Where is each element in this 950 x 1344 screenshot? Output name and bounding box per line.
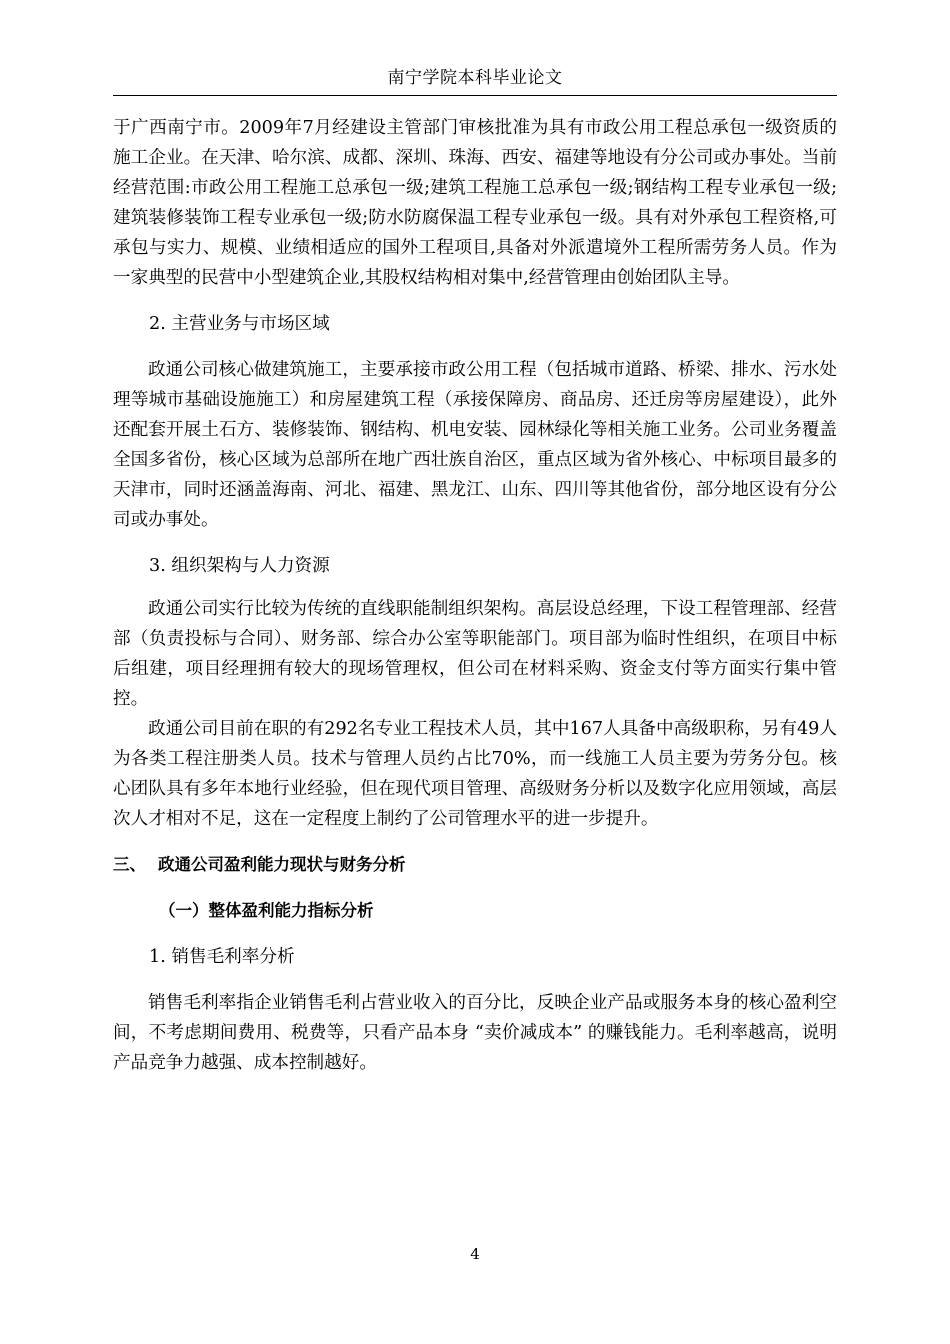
section-title: 政通公司盈利能力现状与财务分析 — [158, 855, 406, 874]
subheading-gross-margin: 1. 销售毛利率分析 — [149, 947, 295, 967]
paragraph-organization: 政通公司实行比较为传统的直线职能制组织架构。高层设总经理，下设工程管理部、经营部（负责投标与合同）、财务部、综合办公室等职能部门。项目部为临时性组织，在项目中标后组建，项目经理拥有较大的现场管理权，但公司在材料采购、资金支付等方面实行集中管控。 — [113, 599, 837, 709]
paragraph-business: 政通公司核心做建筑施工，主要承接市政公用工程（包括城市道路、桥梁、排水、污水处理等城市基础设施施工）和房屋建筑工程（承接保障房、商品房、还迁房等房屋建设），此外还配套开展土石方、装修装饰、钢结构、机电安装、园林绿化等相关施工业务。公司业务覆盖全国多省份，核心区域为总部所在地广西壮族自治区，重点区域为省外核心、中标项目最多的天津市，同时还涵盖海南、河北、福建、黑龙江、山东、四川等其他省份，部分地区设有分公司或办事处。 — [113, 360, 837, 530]
subheading-business-and-markets: 2. 主营业务与市场区域 — [149, 314, 330, 334]
subheading-organization: 3. 组织架构与人力资源 — [149, 556, 330, 576]
document-body — [113, 113, 837, 1078]
page-header: 南宁学院本科毕业论文 — [113, 62, 837, 96]
paragraph-gross-margin: 销售毛利率指企业销售毛利占营业收入的百分比，反映企业产品或服务本身的核心盈利空间，不考虑期间费用、税费等，只看产品本身 “卖价减成本” 的赚钱能力。毛利率越高，说明产品竞争力越强、成本控制越好。 — [113, 993, 837, 1073]
subsection-heading-1: （一）整体盈利能力指标分析 — [159, 901, 374, 920]
paragraph-human-resources: 政通公司目前在职的有292名专业工程技术人员，其中167人具备中高级职称，另有49人为各类工程注册类人员。技术与管理人员约占比70%，而一线施工人员主要为劳务分包。核心团队具有多年本地行业经验，但在现代项目管理、高级财务分析以及数字化应用领域，高层次人才相对不足，这在一定程度上制约了公司管理水平的进一步提升。 — [113, 719, 837, 829]
page-number: 4 — [470, 1245, 480, 1263]
paragraph-company-intro: 于广西南宁市。2009年7月经建设主管部门审核批准为具有市政公用工程总承包一级资质的施工企业。在天津、哈尔滨、成都、深圳、珠海、西安、福建等地设有分公司或办事处。当前经营范围:市政公用工程施工总承包一级;建筑工程施工总承包一级;钢结构工程专业承包一级;建筑装修装饰工程专业承包一级;防水防腐保温工程专业承包一级。具有对外承包工程资格,可承包与实力、规模、业绩相适应的国外工程项目,具备对外派遣境外工程所需劳务人员。作为一家典型的民营中小型建筑企业,其股权结构相对集中,经营管理由创始团队主导。 — [113, 118, 837, 288]
section-heading-3 — [113, 850, 837, 880]
section-number: 三、 — [113, 855, 146, 874]
